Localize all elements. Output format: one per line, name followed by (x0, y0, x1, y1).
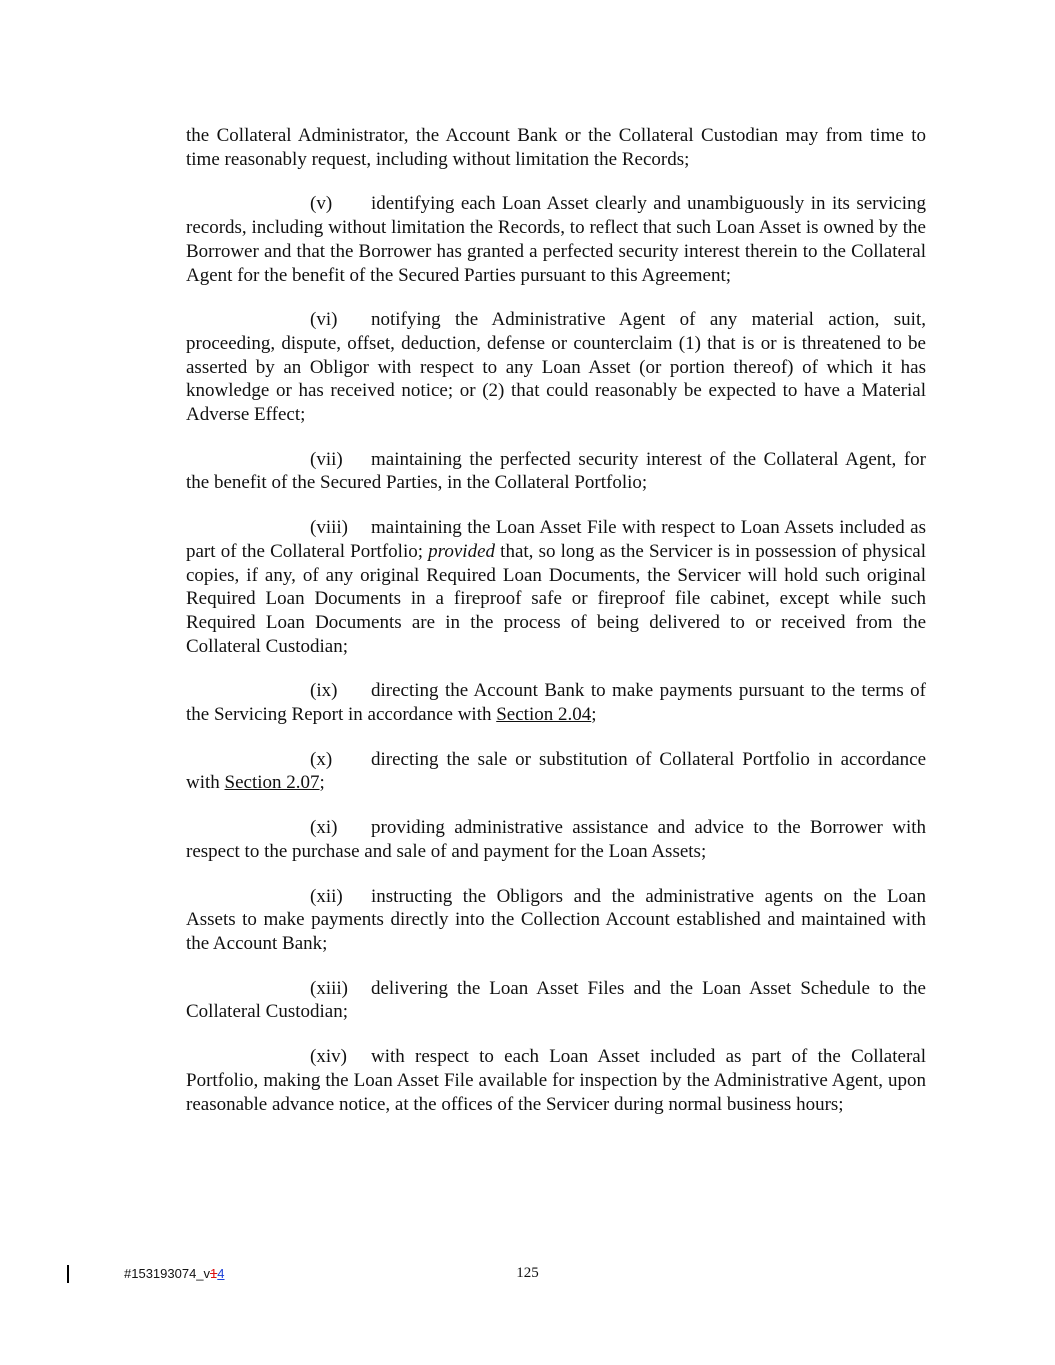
list-item (186, 308, 926, 427)
item-text-continued: that, so long as the Servicer is in possession of physical copies, if any, of any original Required Loan Documents, the Servicer will hold such original Required Loan Documents in a fireproof safe or fireproof file cabinet, except while such Required Loan Documents are in the process of being delivered to or received from the Collateral Custodian; (186, 540, 926, 657)
version-deleted: 1 (210, 1266, 218, 1281)
list-item (186, 192, 926, 287)
item-label: (ix) (310, 680, 338, 702)
item-text-end: ; (319, 772, 325, 794)
list-item (186, 679, 926, 726)
document-body (186, 124, 926, 1137)
list-item (186, 748, 926, 795)
list-item (186, 885, 926, 956)
list-item (186, 977, 926, 1024)
list-item (186, 816, 926, 863)
version-inserted: 4 (217, 1266, 225, 1281)
page-number: 125 (516, 1265, 539, 1281)
section-reference-link[interactable]: Section 2.04 (496, 704, 592, 726)
item-text: providing administrative assistance and advice to the Borrower with respect to the purchase and sale of and payment for the Loan Assets; (186, 817, 926, 862)
item-text: with respect to each Loan Asset included as part of the Collateral Portfolio, making the Loan Asset File available for inspection by the Administrative Agent, upon reasonable advance notice, at the offices of the Servicer during normal business hours; (186, 1046, 926, 1115)
item-label: (v) (310, 193, 333, 215)
item-label: (xiv) (310, 1046, 347, 1068)
doc-id-prefix: #153193074_v (124, 1266, 211, 1281)
list-item (186, 516, 926, 658)
item-text: directing the sale or substitution of Collateral Portfolio in accordance with (186, 748, 926, 794)
item-text: identifying each Loan Asset clearly and unambiguously in its servicing records, including without limitation the Records, to reflect that such Loan Asset is owned by the Borrower and that the Borrower has granted a perfected security interest therein to the Collateral Agent for the benefit of the Secured Parties pursuant to this Agreement; (186, 193, 926, 286)
list-item (186, 448, 926, 495)
list-item (186, 1045, 926, 1116)
item-text: instructing the Obligors and the administrative agents on the Loan Assets to make payments directly into the Collection Account established and maintained with the Account Bank; (186, 885, 926, 954)
item-label: (vii) (310, 448, 343, 470)
item-label: (xii) (310, 885, 343, 907)
item-label: (vi) (310, 309, 338, 331)
item-label: (xiii) (310, 977, 348, 999)
intro-paragraph: the Collateral Administrator, the Account Bank or the Collateral Custodian may from time to time reasonably request, including without limitation the Records; (186, 125, 926, 170)
item-text: directing the Account Bank to make payments pursuant to the terms of the Servicing Report in accordance with (186, 680, 926, 726)
item-text: maintaining the Loan Asset File with respect to Loan Assets included as part of the Collateral Portfolio; (186, 517, 926, 562)
item-label: (xi) (310, 817, 338, 839)
item-text: maintaining the perfected security interest of the Collateral Agent, for the benefit of the Secured Parties, in the Collateral Portfolio; (186, 448, 926, 494)
provided-emphasis: provided (428, 540, 496, 562)
item-text: notifying the Administrative Agent of any material action, suit, proceeding, dispute, offset, deduction, defense or counterclaim (1) that is or is threatened to be asserted by an Obligor with respect to any Loan Asset (or portion thereof) of which it has knowledge or has received notice; or (2) that could reasonably be expected to have a Material Adverse Effect; (186, 309, 926, 426)
item-label: (x) (310, 748, 333, 770)
item-text: delivering the Loan Asset Files and the Loan Asset Schedule to the Collateral Custodian; (186, 977, 926, 1023)
section-reference-link[interactable]: Section 2.07 (224, 772, 320, 794)
item-label: (viii) (310, 517, 348, 539)
item-text-end: ; (591, 704, 597, 726)
